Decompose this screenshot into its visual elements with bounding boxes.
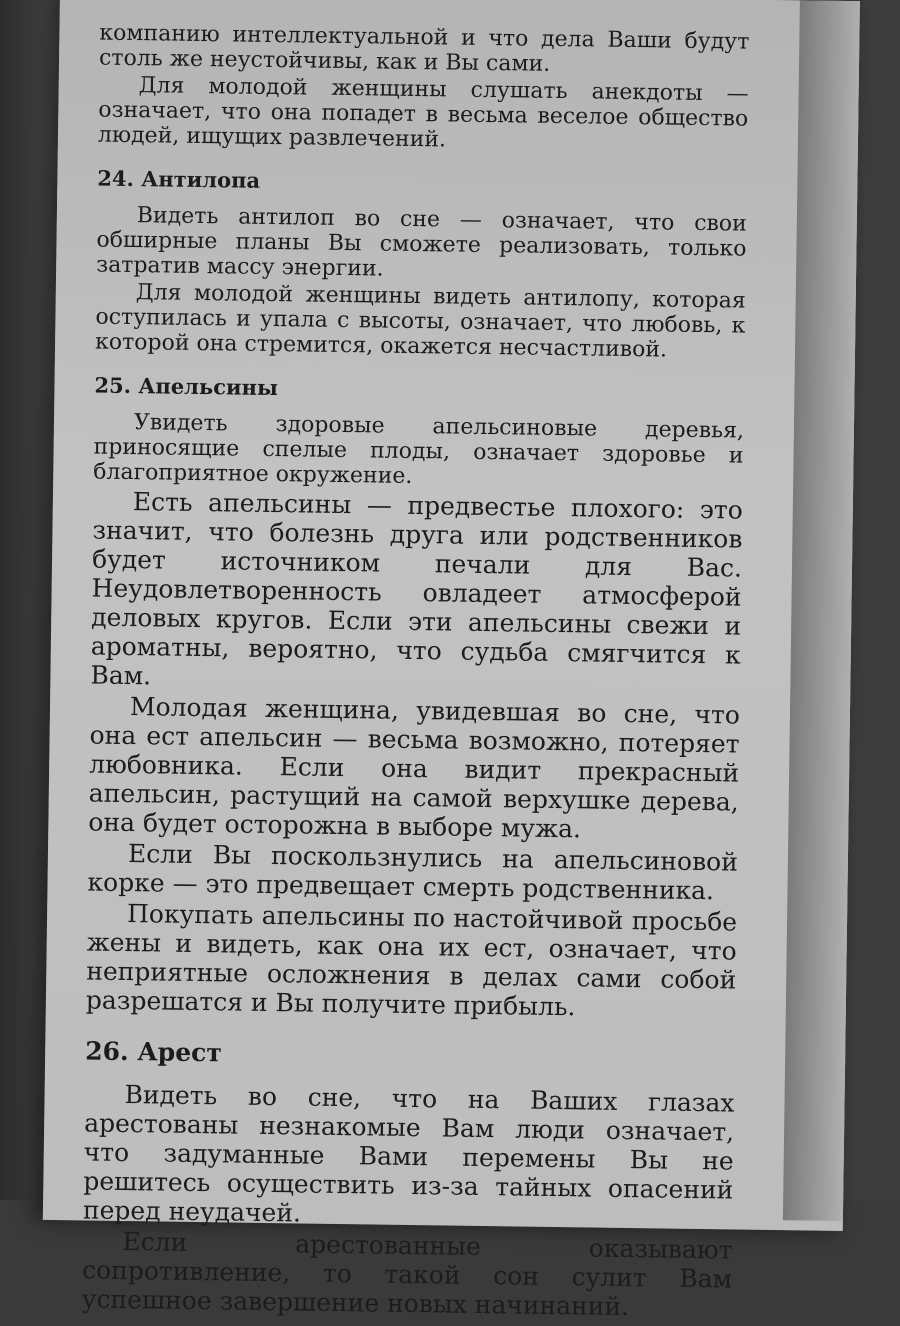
entry-26-title: 26. Арест <box>84 1036 223 1068</box>
text-column <box>81 21 749 1325</box>
entry-25-paragraph-1: Увидеть здоровые апельсиновые деревья, приносящие спелые плоды, означает здоровье и благоприятное окружение. <box>93 410 745 489</box>
entry-26-paragraph-2: Если арестованные оказывают сопротивление, то такой сон сулит Вам успешное завершение новых начинаний. <box>81 1226 733 1322</box>
entry-24-title: 24. Антилопа <box>97 165 261 193</box>
entry-25-title: 25. Апельсины <box>94 372 279 401</box>
entry-24-paragraph-1: Видеть антилоп во сне — означает, что свои обширные планы Вы сможете реализовать, только затратив массу энергии. <box>95 203 747 282</box>
entry-24-paragraph-2: Для молодой женщины видеть антилопу, которая оступилась и упала с высоты, означает, что любовь, к которой она стремится, окажется несчастливой. <box>94 280 746 363</box>
entry-25-paragraph-3: Молодая женщина, увидевшая во сне, что она ест апельсин — весьма возможно, потеряет любовника. Если она видит прекрасный апельсин, растущий на самой верхушке дерева, она будет осторожна в выборе мужа. <box>88 692 741 844</box>
intro-paragraph-2: Для молодой женщины слушать анекдоты — означает, что она попадет в весьма веселое общество людей, ищущих развлечений. <box>97 73 749 153</box>
entry-25-paragraph-2: Есть апельсины — предвестье плохого: это значит, что болезнь друга или родственников будет источником печали для Вас. Неудовлетворенность овладеет атмосферой деловых кругов. Если эти апельсины свежи и ароматны, вероятно, что судьба смягчится к Вам. <box>90 487 744 691</box>
entry-26-paragraph-1: Видеть во сне, что на Ваших глазах арестованы незнакомые Вам люди означает, что задуманные Вами перемены Вы не решитесь осуществить из-за тайных опасений перед неудачей. <box>82 1080 735 1228</box>
entry-25-paragraph-5: Покупать апельсины по настойчивой просьбе жены и видеть, как она их ест, означает, что неприятные осложнения в делах сами собой разрешатся и Вы получите прибыль. <box>85 899 738 1022</box>
page-edge <box>783 0 860 1221</box>
entry-25-paragraph-4: Если Вы поскользнулись на апельсиновой корке — это предвещает смерть родственника. <box>87 839 739 906</box>
intro-paragraph-1: компанию интеллектуальной и что дела Ваши будут столь же неустойчивы, как и Вы сами. <box>98 20 750 77</box>
book-page <box>43 0 860 1322</box>
